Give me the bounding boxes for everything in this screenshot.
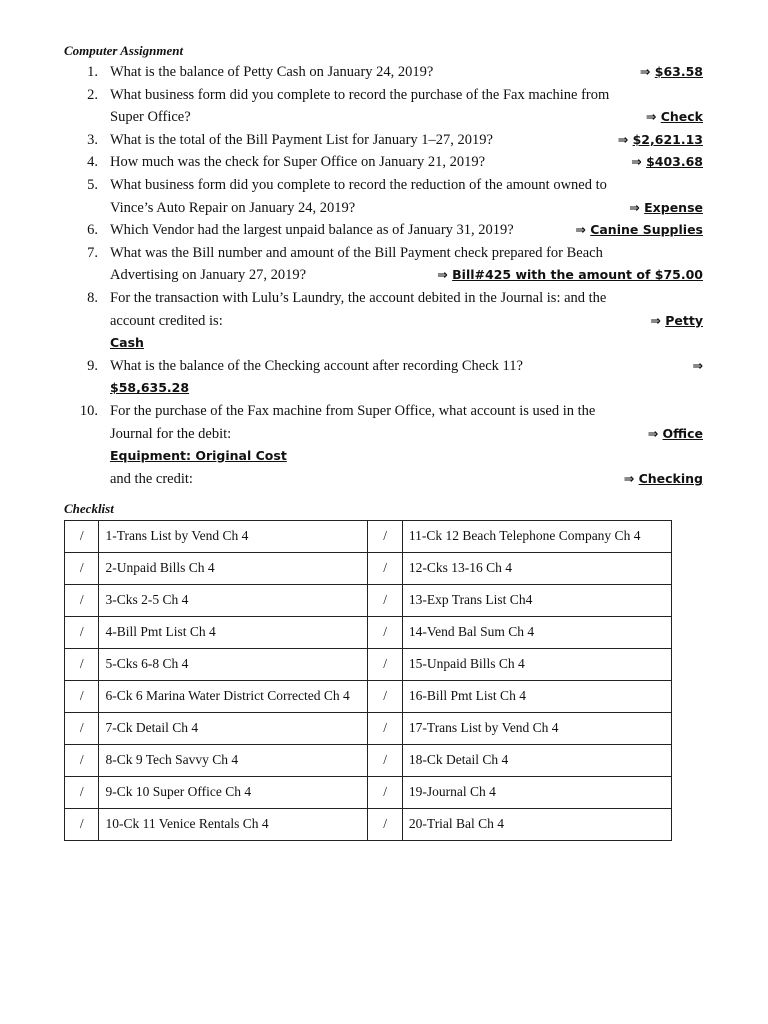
answer — [693, 355, 703, 378]
question-line-text: What is the balance of Petty Cash on January 24, 2019? — [110, 64, 434, 80]
check-mark: / — [368, 649, 402, 681]
checklist-item: 2-Unpaid Bills Ch 4 — [99, 553, 368, 585]
question-line-text: account credited is: — [110, 312, 223, 329]
question-line-text: Which Vendor had the largest unpaid balance as of January 31, 2019? — [110, 222, 514, 239]
checklist-item: 9-Ck 10 Super Office Ch 4 — [99, 777, 368, 809]
check-mark: / — [368, 553, 402, 585]
answer — [648, 423, 703, 446]
answer-continuation-line — [110, 377, 703, 400]
answer-value: Check — [660, 109, 703, 125]
answer — [650, 310, 703, 333]
answer-value: Checking — [638, 470, 703, 486]
question-line — [110, 61, 703, 84]
question-line — [110, 151, 703, 174]
question-text — [110, 400, 703, 490]
question-number: 8. — [87, 289, 98, 306]
question-line — [110, 400, 703, 423]
question-line-text: For the purchase of the Fax machine from Super Office, what account is used in the — [110, 402, 596, 419]
question-line-text: What business form did you complete to record the purchase of the Fax machine from — [110, 86, 610, 103]
checklist-item: 1-Trans List by Vend Ch 4 — [99, 521, 368, 553]
question-line-text: Vince’s Auto Repair on January 24, 2019? — [110, 199, 356, 216]
question-line — [110, 197, 703, 220]
checklist-row — [65, 521, 672, 553]
check-mark: / — [65, 521, 99, 553]
question-line — [110, 310, 703, 333]
checklist-item: 3-Cks 2-5 Ch 4 — [99, 585, 368, 617]
checklist-item: 18-Ck Detail Ch 4 — [402, 745, 671, 777]
checklist-item: 16-Bill Pmt List Ch 4 — [402, 681, 671, 713]
checklist-row — [65, 809, 672, 841]
question-line — [110, 84, 703, 107]
question-line-text: Journal for the debit: — [110, 425, 232, 442]
question-line-text: What business form did you complete to record the reduction of the amount owned to — [110, 176, 607, 193]
answer-continuation: Equipment: Original Cost — [110, 448, 287, 464]
checklist-item: 5-Cks 6-8 Ch 4 — [99, 649, 368, 681]
answer-arrow: ⇒ — [650, 312, 661, 328]
check-mark: / — [368, 713, 402, 745]
question-line-text: Advertising on January 27, 2019? — [110, 267, 307, 284]
question-line — [110, 355, 703, 378]
question-list — [0, 61, 768, 490]
answer — [437, 264, 703, 287]
question-text — [110, 129, 703, 152]
question-line — [110, 106, 703, 129]
question-text — [110, 287, 703, 355]
question-number: 5. — [87, 176, 98, 193]
question-text — [110, 151, 703, 174]
question-line — [110, 468, 703, 491]
check-mark: / — [368, 521, 402, 553]
check-mark: / — [65, 553, 99, 585]
checklist-heading: Checklist — [64, 501, 114, 516]
checklist-item: 6-Ck 6 Marina Water District Corrected Ch 4 — [99, 681, 368, 713]
question-line-text: What is the total of the Bill Payment List for January 1–27, 2019? — [110, 131, 493, 148]
check-mark: / — [65, 777, 99, 809]
checklist-item: 7-Ck Detail Ch 4 — [99, 713, 368, 745]
question-line — [110, 129, 703, 152]
check-mark: / — [65, 617, 99, 649]
question-item — [0, 219, 768, 242]
answer — [618, 129, 703, 152]
question-line-text: For the transaction with Lulu’s Laundry, the account debited in the Journal is: and the — [110, 289, 607, 306]
answer-continuation: Cash — [110, 335, 144, 351]
answer-arrow: ⇒ — [639, 64, 651, 79]
check-mark: / — [65, 809, 99, 841]
answer-arrow: ⇒ — [629, 199, 640, 215]
question-line — [110, 219, 703, 242]
answer — [640, 61, 703, 84]
question-number: 9. — [87, 357, 98, 374]
check-mark: / — [368, 809, 402, 841]
question-number: 1. — [87, 64, 98, 80]
question-item — [0, 174, 768, 219]
check-mark: / — [65, 681, 99, 713]
answer-value: Bill#425 with the amount of $75.00 — [452, 267, 703, 283]
checklist-row — [65, 713, 672, 745]
question-line — [110, 264, 703, 287]
question-item — [0, 151, 768, 174]
checklist-row — [65, 585, 672, 617]
answer-arrow: ⇒ — [623, 470, 635, 486]
question-line — [110, 174, 703, 197]
question-item — [0, 84, 768, 129]
checklist-item: 11-Ck 12 Beach Telephone Company Ch 4 — [402, 521, 671, 553]
question-item — [0, 355, 768, 400]
answer-arrow: ⇒ — [645, 109, 657, 125]
question-line — [110, 287, 703, 310]
checklist-row — [65, 745, 672, 777]
question-number: 3. — [87, 131, 98, 148]
check-mark: / — [368, 745, 402, 777]
check-mark: / — [368, 777, 402, 809]
question-line-text: Super Office? — [110, 109, 191, 126]
checklist-item: 14-Vend Bal Sum Ch 4 — [402, 617, 671, 649]
answer-arrow: ⇒ — [437, 267, 448, 283]
question-text — [110, 61, 703, 84]
checklist-table — [64, 520, 672, 841]
check-mark: / — [65, 585, 99, 617]
checklist-item: 15-Unpaid Bills Ch 4 — [402, 649, 671, 681]
checklist-item: 10-Ck 11 Venice Rentals Ch 4 — [99, 809, 368, 841]
question-line — [110, 242, 703, 265]
question-line-text: What was the Bill number and amount of the Bill Payment check prepared for Beach — [110, 244, 603, 261]
answer — [624, 468, 703, 491]
answer-arrow: ⇒ — [647, 425, 659, 441]
check-mark: / — [368, 585, 402, 617]
question-item — [0, 400, 768, 490]
check-mark: / — [65, 745, 99, 777]
answer-value: Office — [662, 425, 703, 441]
question-text — [110, 84, 703, 129]
checklist-item: 8-Ck 9 Tech Savvy Ch 4 — [99, 745, 368, 777]
answer-value: $2,621.13 — [632, 131, 703, 147]
answer-continuation: $58,635.28 — [110, 380, 190, 396]
question-line-text: and the credit: — [110, 470, 193, 487]
question-item — [0, 287, 768, 355]
checklist-item: 17-Trans List by Vend Ch 4 — [402, 713, 671, 745]
answer — [646, 106, 703, 129]
checklist-row — [65, 617, 672, 649]
checklist-item: 12-Cks 13-16 Ch 4 — [402, 553, 671, 585]
answer-value: $63.58 — [654, 64, 703, 79]
question-number: 7. — [87, 244, 98, 261]
answer-arrow: ⇒ — [692, 357, 703, 373]
checklist-row — [65, 553, 672, 585]
checklist-row — [65, 649, 672, 681]
question-line — [110, 423, 703, 446]
answer-arrow: ⇒ — [631, 154, 642, 170]
question-number: 6. — [87, 222, 98, 239]
checklist-item: 4-Bill Pmt List Ch 4 — [99, 617, 368, 649]
question-number: 10. — [79, 402, 98, 419]
question-number: 2. — [87, 86, 98, 103]
checklist-item: 13-Exp Trans List Ch4 — [402, 585, 671, 617]
question-item — [0, 129, 768, 152]
question-line-text: How much was the check for Super Office on January 21, 2019? — [110, 154, 486, 171]
question-text — [110, 242, 703, 287]
answer-value: Canine Supplies — [590, 222, 703, 238]
answer-continuation-line — [110, 332, 703, 355]
answer-arrow: ⇒ — [617, 131, 629, 147]
question-number: 4. — [87, 154, 98, 171]
question-text — [110, 219, 703, 242]
answer-value: $403.68 — [646, 154, 703, 170]
answer-arrow: ⇒ — [575, 222, 586, 238]
answer-continuation-line — [110, 445, 703, 468]
question-item — [0, 242, 768, 287]
checklist-row — [65, 777, 672, 809]
answer — [631, 151, 703, 174]
question-line-text: What is the balance of the Checking account after recording Check 11? — [110, 357, 523, 374]
assignment-heading: Computer Assignment — [64, 43, 184, 58]
question-item — [0, 61, 768, 84]
check-mark: / — [65, 713, 99, 745]
checklist-item: 19-Journal Ch 4 — [402, 777, 671, 809]
answer — [575, 219, 703, 242]
question-text — [110, 355, 703, 400]
question-text — [110, 174, 703, 219]
answer-value: Petty — [665, 312, 703, 328]
check-mark: / — [368, 681, 402, 713]
check-mark: / — [368, 617, 402, 649]
answer — [629, 197, 703, 220]
checklist-item: 20-Trial Bal Ch 4 — [402, 809, 671, 841]
checklist-row — [65, 681, 672, 713]
answer-value: Expense — [644, 199, 703, 215]
check-mark: / — [65, 649, 99, 681]
